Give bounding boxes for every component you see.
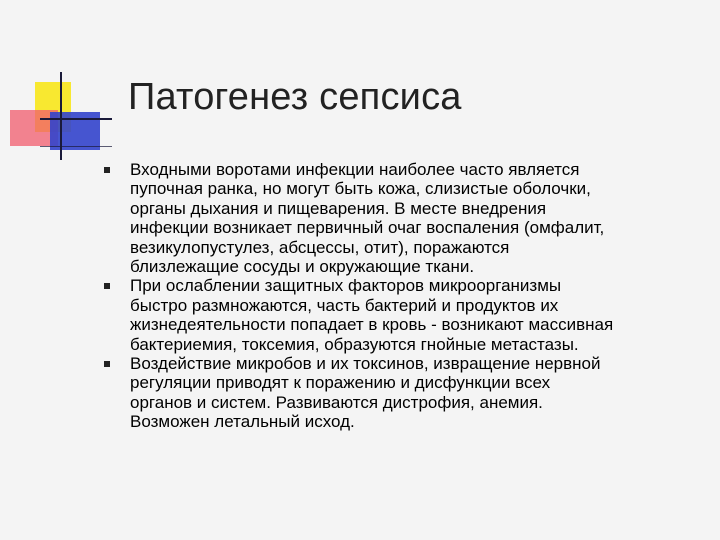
slide-title: Патогенез сепсиса [128, 76, 462, 118]
bullet-list [100, 160, 700, 432]
bullet-item-1 [100, 160, 700, 276]
bullet-line: При ослаблении защитных факторов микроорганизмы [130, 276, 562, 296]
bullet-square-icon [104, 361, 110, 367]
bullet-line: жизнедеятельности попадает в кровь - возникают массивная [130, 315, 614, 335]
bullet-line: везикулопустулез, абсцессы, отит), поражаются [130, 237, 510, 257]
bullet-square-icon [104, 283, 110, 289]
bullet-line: близлежащие сосуды и окружающие ткани. [130, 257, 475, 277]
bullet-line: органов и систем. Развиваются дистрофия, анемия. [130, 392, 543, 412]
bullet-line: быстро размножаются, часть бактерий и продуктов их [130, 295, 559, 315]
decorative-logo [0, 0, 120, 170]
bullet-line: Воздействие микробов и их токсинов, извращение нервной [130, 354, 601, 374]
bullet-line: Возможен летальный исход. [130, 412, 355, 432]
logo-horizontal-line [40, 118, 112, 120]
bullet-line: органы дыхания и пищеварения. В месте внедрения [130, 198, 547, 218]
bullet-line: регуляции приводят к поражению и дисфункции всех [130, 373, 551, 393]
bullet-line: Входными воротами инфекции наиболее часто является [130, 160, 580, 179]
bullet-square-icon [104, 167, 110, 173]
bullet-item-2 [100, 276, 700, 354]
bullet-line: инфекции возникает первичный очаг воспаления (омфалит, [130, 218, 605, 238]
bullet-line: бактериемия, токсемия, образуются гнойные метастазы. [130, 334, 579, 354]
bullet-item-3 [100, 354, 700, 432]
bullet-line: пупочная ранка, но могут быть кожа, слизистые оболочки, [130, 179, 591, 199]
logo-horizontal-line-lower [40, 146, 112, 147]
